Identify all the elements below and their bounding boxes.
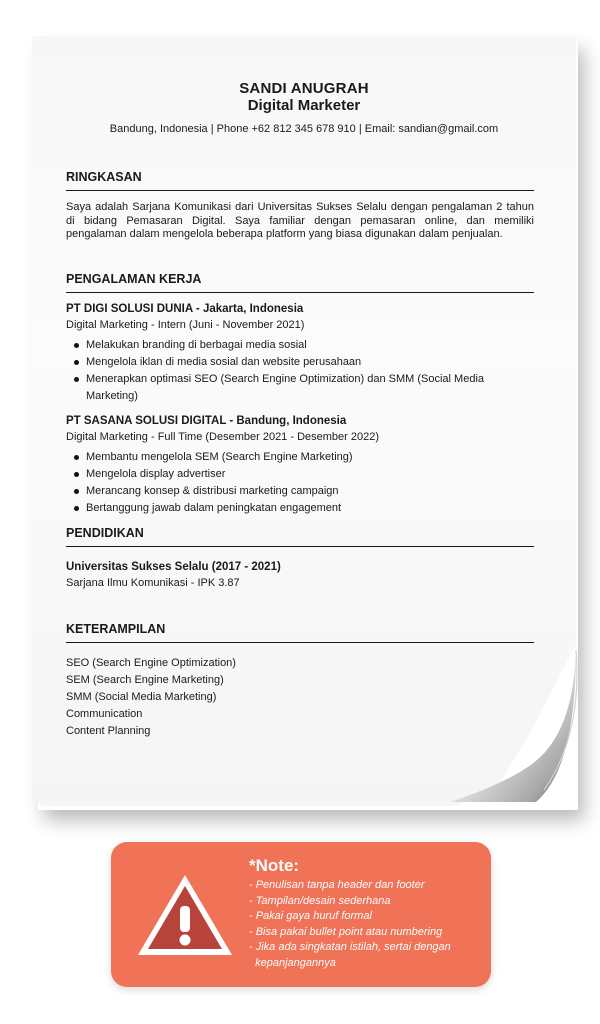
note-line: - Penulisan tanpa header dan footer <box>249 879 425 891</box>
list-item: SEO (Search Engine Optimization) <box>66 657 236 669</box>
list-item: Mengelola iklan di media sosial dan website perusahaan <box>86 354 534 371</box>
job-entry <box>66 303 534 405</box>
contact-line: Bandung, Indonesia | Phone +62 812 345 678 910 | Email: sandian@gmail.com <box>109 123 499 135</box>
section-heading: KETERAMPILAN <box>66 622 534 643</box>
experience-section <box>66 272 534 517</box>
candidate-name: SANDI ANUGRAH <box>239 80 369 97</box>
list-item: Melakukan branding di berbagai media sosial <box>86 337 534 354</box>
job-entry <box>66 415 534 517</box>
note-heading: *Note: <box>249 856 300 875</box>
summary-text: Saya adalah Sarjana Komunikasi dari Universitas Sukses Selalu dengan pengalaman 2 tahun di bidang Pemasaran Digital. Saya familiar dengan pemasaran online, dan memiliki pengalaman dalam mengelola beberapa platform yang biasa digunakan dalam penjualan. <box>66 201 534 240</box>
note-line: kepanjangannya <box>249 956 336 969</box>
skills-list <box>66 655 534 740</box>
job-company: PT SASANA SOLUSI DIGITAL - Bandung, Indonesia <box>66 415 347 427</box>
section-heading: PENDIDIKAN <box>66 526 534 547</box>
education-degree: Sarjana Ilmu Komunikasi - IPK 3.87 <box>66 577 240 589</box>
skills-section <box>66 622 534 740</box>
list-item: Bertanggung jawab dalam peningkatan engagement <box>86 500 534 517</box>
job-bullets <box>66 337 534 405</box>
job-bullets <box>66 449 534 517</box>
list-item: Communication <box>66 708 143 720</box>
list-item: Content Planning <box>66 725 151 737</box>
list-item: SEM (Search Engine Marketing) <box>66 674 224 686</box>
list-item: Menerapkan optimasi SEO (Search Engine Optimization) dan SMM (Social Media Marketing) <box>86 371 534 405</box>
job-role: Digital Marketing - Full Time (Desember 2021 - Desember 2022) <box>66 431 380 443</box>
list-item: Merancang konsep & distribusi marketing campaign <box>86 483 534 500</box>
list-item: Mengelola display advertiser <box>86 466 534 483</box>
list-item: Membantu mengelola SEM (Search Engine Marketing) <box>86 449 534 466</box>
section-heading: RINGKASAN <box>66 170 534 191</box>
education-school: Universitas Sukses Selalu (2017 - 2021) <box>66 561 281 573</box>
note-card <box>111 842 491 987</box>
note-line: - Jika ada singkatan istilah, sertai dengan <box>249 941 451 953</box>
candidate-title: Digital Marketer <box>247 97 361 114</box>
note-line: - Tampilan/desain sederhana <box>249 894 391 907</box>
education-section <box>66 526 534 589</box>
note-lines <box>249 878 481 971</box>
note-line: - Pakai gaya huruf formal <box>249 910 372 922</box>
summary-section <box>66 170 534 242</box>
list-item: SMM (Social Media Marketing) <box>66 691 217 703</box>
job-role: Digital Marketing - Intern (Juni - November 2021) <box>66 319 305 331</box>
note-line: - Bisa pakai bullet point atau numbering <box>249 925 443 938</box>
section-heading: PENGALAMAN KERJA <box>66 272 534 293</box>
job-company: PT DIGI SOLUSI DUNIA - Jakarta, Indonesia <box>66 303 304 315</box>
warning-triangle-icon <box>135 872 235 958</box>
